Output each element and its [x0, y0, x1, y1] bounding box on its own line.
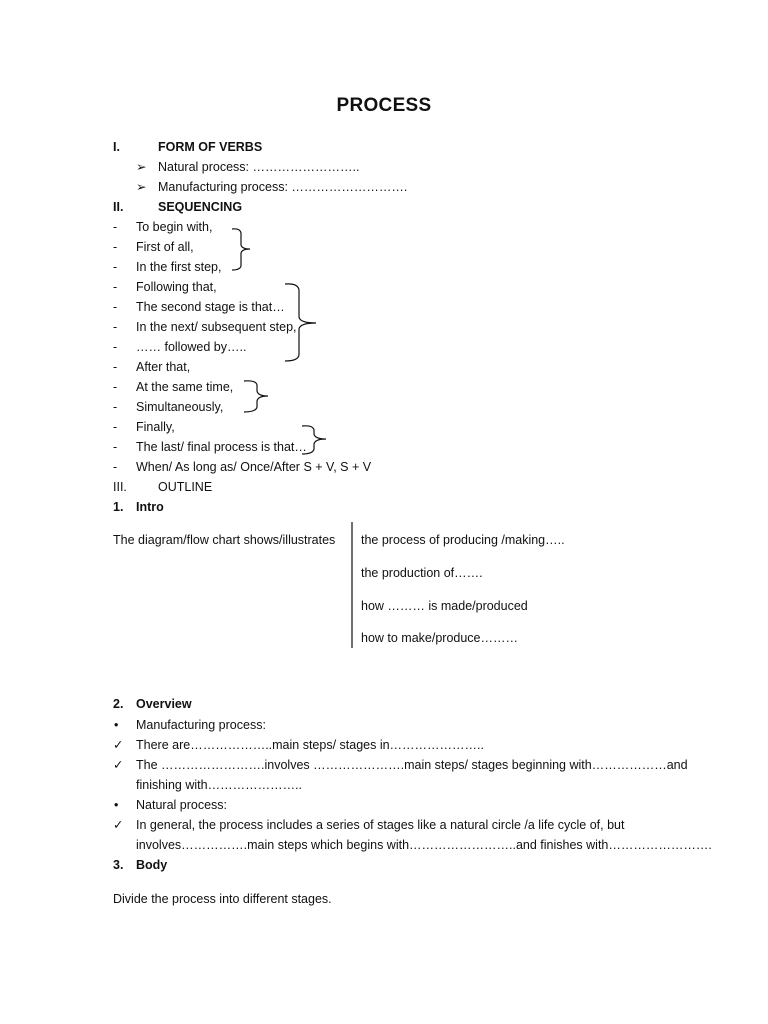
- brace-group-1: [232, 229, 250, 270]
- sequencing-item: The second stage is that…: [136, 300, 285, 314]
- dash-bullet: -: [113, 280, 118, 294]
- checkmark-icon: ✓: [113, 758, 124, 772]
- sequencing-item: Simultaneously,: [136, 400, 224, 414]
- dash-bullet: -: [113, 240, 118, 254]
- dash-bullet: -: [113, 220, 118, 234]
- sequencing-item: To begin with,: [136, 220, 213, 234]
- sequencing-item: Following that,: [136, 280, 217, 294]
- dash-bullet: -: [113, 400, 118, 414]
- overview-label: Manufacturing process:: [136, 718, 266, 732]
- overview-line: There are………………..main steps/ stages in…………………..: [136, 738, 485, 752]
- sequencing-item: Finally,: [136, 420, 175, 434]
- sequencing-item: The last/ final process is that…: [136, 440, 307, 454]
- checkmark-icon: ✓: [113, 818, 124, 832]
- checkmark-icon: ✓: [113, 738, 124, 752]
- arrow-bullet-icon: ➢: [136, 160, 147, 174]
- overview-line-continued: involves…………….main steps which begins with……………………..and finishes with…………………….: [136, 838, 712, 852]
- overview-line: The …………………….involves ………………….main steps/ stages beginning with………………and: [136, 758, 688, 772]
- brace-group-4: [302, 426, 326, 454]
- intro-lead: The diagram/flow chart shows/illustrates: [113, 533, 336, 547]
- dash-bullet: -: [113, 420, 118, 434]
- dash-bullet: -: [113, 260, 118, 274]
- subsection-number: 3.: [113, 858, 124, 872]
- dot-bullet-icon: •: [114, 798, 119, 812]
- dash-bullet: -: [113, 360, 118, 374]
- subsection-number: 2.: [113, 697, 124, 711]
- sequencing-item: First of all,: [136, 240, 194, 254]
- brace-group-2: [285, 284, 316, 361]
- sequencing-item: At the same time,: [136, 380, 234, 394]
- dash-bullet: -: [113, 300, 118, 314]
- subsection-heading: Intro: [136, 500, 164, 514]
- dash-bullet: -: [113, 320, 118, 334]
- section-heading: OUTLINE: [158, 480, 213, 494]
- dash-bullet: -: [113, 340, 118, 354]
- sequencing-item: In the next/ subsequent step,: [136, 320, 297, 334]
- sequencing-item: In the first step,: [136, 260, 222, 274]
- section-number: I.: [113, 140, 120, 154]
- sequencing-item: …… followed by…..: [136, 340, 247, 354]
- subsection-heading: Overview: [136, 697, 192, 711]
- section-number: II.: [113, 200, 124, 214]
- intro-option: how to make/produce………: [361, 631, 519, 645]
- subsection-number: 1.: [113, 500, 124, 514]
- brace-group-3: [244, 381, 268, 412]
- subsection-heading: Body: [136, 858, 168, 872]
- dash-bullet: -: [113, 440, 118, 454]
- sequencing-item: When/ As long as/ Once/After S + V, S + V: [136, 460, 372, 474]
- verb-form-item: Natural process: ……………………..: [158, 160, 360, 174]
- overview-label: Natural process:: [136, 798, 228, 812]
- page-title: PROCESS: [336, 95, 432, 116]
- dash-bullet: -: [113, 460, 118, 474]
- intro-option: how ……… is made/produced: [361, 599, 528, 613]
- arrow-bullet-icon: ➢: [136, 180, 147, 194]
- section-heading: FORM OF VERBS: [158, 140, 263, 154]
- intro-option: the process of producing /making…..: [361, 533, 565, 547]
- sequencing-item: After that,: [136, 360, 191, 374]
- overview-line-continued: finishing with…………………..: [136, 778, 303, 792]
- verb-form-item: Manufacturing process: ……………………….: [158, 180, 408, 194]
- section-number: III.: [113, 480, 127, 494]
- intro-option: the production of…….: [361, 566, 483, 580]
- dot-bullet-icon: •: [114, 718, 119, 732]
- body-text: Divide the process into different stages.: [113, 892, 332, 906]
- section-heading: SEQUENCING: [158, 200, 243, 214]
- dash-bullet: -: [113, 380, 118, 394]
- overview-line: In general, the process includes a series of stages like a natural circle /a life cycle of, but: [136, 818, 625, 832]
